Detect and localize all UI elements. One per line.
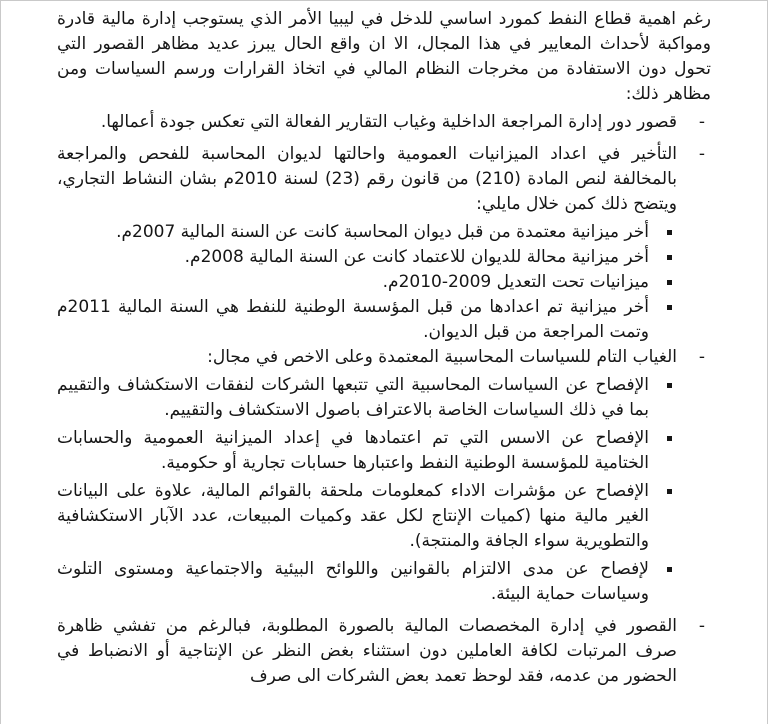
list-item-text: قصور دور إدارة المراجعة الداخلية وغياب التقارير الفعالة التي تعكس جودة أعمالها. [100, 112, 677, 132]
square-bullet-icon [660, 479, 672, 504]
list-item-text: القصور في إدارة المخصصات المالية بالصورة المطلوبة، فبالرغم من تفشي ظاهرة صرف المرتبات لكافة العاملين دون استثناء بغض النظر عن الإنتاجية أو الانضباط في الحضور من عدمه، فقد لوحظ تعمد بعض الشركات الى صرف [57, 616, 677, 686]
list-item-level1 [57, 614, 711, 689]
list-item-level1 [57, 142, 711, 217]
list-item-text: أخر ميزانية تم اعدادها من قبل المؤسسة الوطنية للنفط هي السنة المالية 2011م وتمت المراجعة من قبل الديوان. [57, 297, 649, 342]
list-item-level2 [57, 270, 711, 295]
square-bullet-icon [660, 557, 672, 582]
square-bullet-icon [660, 270, 672, 295]
list-item-level1 [57, 345, 711, 370]
spacer [57, 607, 711, 614]
list-item-text: الإفصاح عن السياسات المحاسبية التي تتبعها الشركات لنفقات الاستكشاف والتقييم بما في ذلك السياسات الخاصة بالاعتراف باصول الاستكشاف والتقييم. [57, 375, 649, 420]
list-item-text: التأخير في اعداد الميزانيات العمومية واحالتها لديوان المحاسبة للفحص والمراجعة بالمخالفة لنص المادة (210) من قانون رقم (23) لسنة 2010م بشان النشاط التجاري، ويتضح ذلك كمن خلال مايلي: [57, 144, 677, 214]
intro-paragraph: رغم اهمية قطاع النفط كمورد اساسي للدخل في ليبيا الأمر الذي يستوجب إدارة مالية قادرة ومواكبة لأحداث المعايير في هذا المجال، الا ان واقع الحال يبرز عديد مظاهر القصور التي تحول دون الاستفادة من مخرجات النظام المالي في اتخاذ القرارات ورسم السياسات ومن مظاهر ذلك: [57, 9, 711, 104]
square-bullet-icon [660, 220, 672, 245]
list-item-text: الإفصاح عن الاسس التي تم اعتمادها في إعداد الميزانية العمومية والحسابات الختامية للمؤسسة الوطنية النفط واعتبارها حسابات تجارية أو حكومية. [57, 428, 649, 473]
dash-marker-icon: - [698, 616, 705, 636]
dash-marker-icon: - [698, 144, 705, 164]
list-item-text: الإفصاح عن مؤشرات الاداء كمعلومات ملحقة بالقوائم المالية، علاوة على البيانات الغير مالية منها (كميات الإنتاج لكل عقد وكميات المبيعات، عدد الآبار الاستكشافية والتطويرية سواء الجافة والمنتجة). [57, 481, 649, 551]
list-item-level2 [57, 295, 711, 345]
list-item-level2 [57, 557, 711, 607]
square-bullet-icon [660, 295, 672, 320]
dash-marker-icon: - [698, 347, 705, 367]
dash-marker-icon: - [698, 112, 705, 132]
list-item-text: أخر ميزانية محالة للديوان للاعتماد كانت عن السنة المالية 2008م. [184, 247, 649, 267]
list-item-level2 [57, 373, 711, 423]
square-bullet-icon [660, 373, 672, 398]
document-body [57, 7, 711, 689]
list-item-text: الغياب التام للسياسات المحاسبية المعتمدة وعلى الاخص في مجال: [207, 347, 677, 367]
list-item-level2 [57, 245, 711, 270]
list-item-text: ميزانيات تحت التعديل 2009-2010م. [382, 272, 649, 292]
list-item-level2 [57, 479, 711, 554]
list-item-level2 [57, 220, 711, 245]
square-bullet-icon [660, 426, 672, 451]
list-item-level1 [57, 110, 711, 135]
spacer [57, 135, 711, 142]
square-bullet-icon [660, 245, 672, 270]
list-item-text: أخر ميزانية معتمدة من قبل ديوان المحاسبة كانت عن السنة المالية 2007م. [116, 222, 649, 242]
list-item-text: لإفصاح عن مدى الالتزام بالقوانين واللوائح البيئية والاجتماعية ومستوى التلوث وسياسات حماية البيئة. [57, 559, 649, 604]
list-item-level2 [57, 426, 711, 476]
